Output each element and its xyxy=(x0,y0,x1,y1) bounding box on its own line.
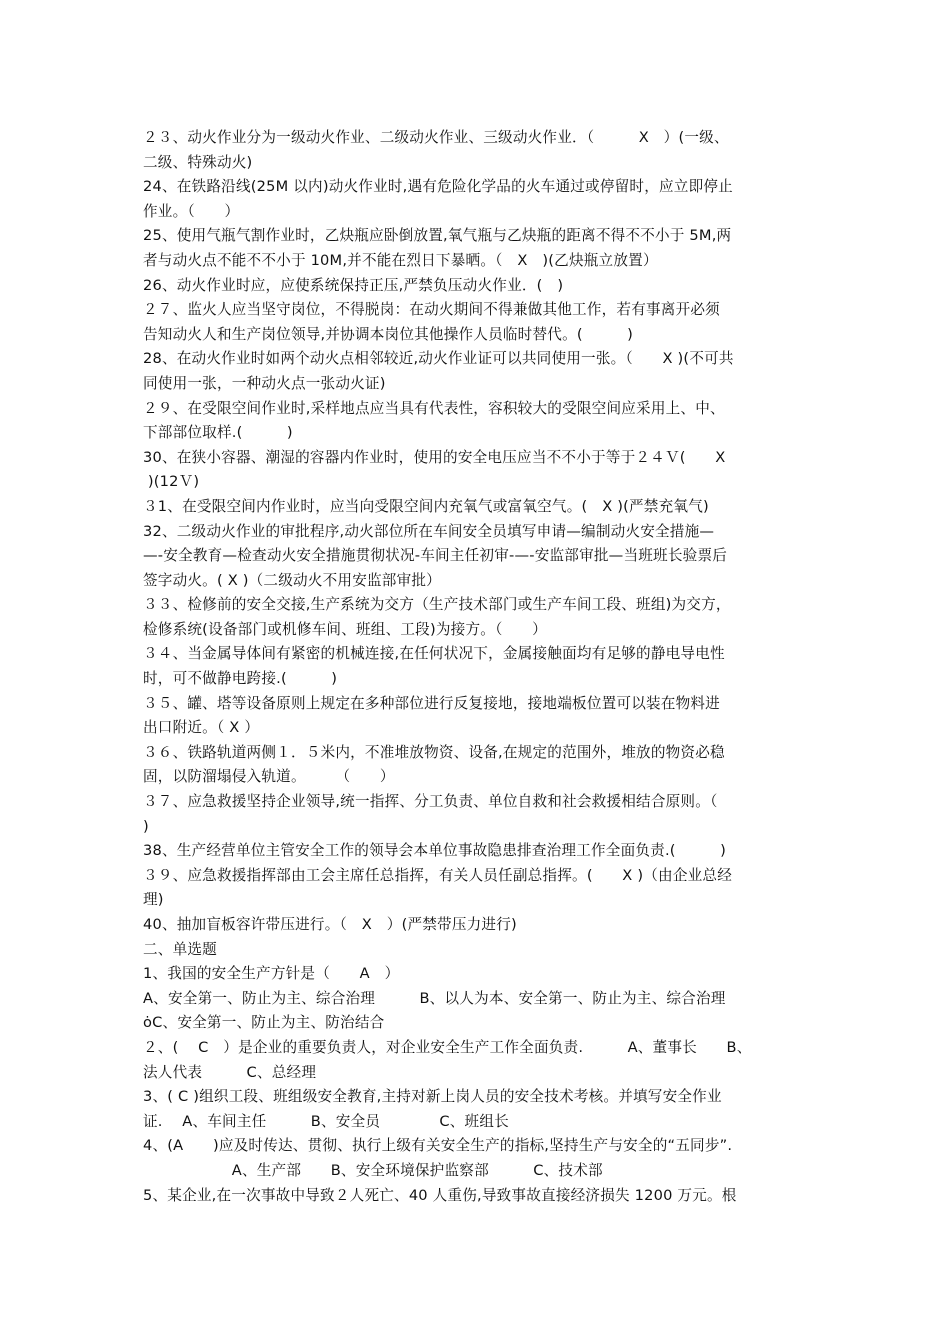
text-line: ３７、应急救援坚持企业领导,统一指挥、分工负责、单位自救和社会救援相结合原则。（ xyxy=(143,793,718,811)
text-line: 作业。（ ） xyxy=(143,202,240,220)
text-line: 24、在铁路沿线(25M 以内)动火作业时,遇有危险化学品的火车通过或停留时，应立即停止 xyxy=(143,178,733,196)
text-line: 证. A、车间主任 B、安全员 C、班组长 xyxy=(143,1112,509,1130)
text-line: 理) xyxy=(143,891,164,909)
text-line: 固，以防溜塌侵入轨道。 （ ） xyxy=(143,768,395,786)
text-line: 25、使用气瓶气割作业时，乙炔瓶应卧倒放置,氧气瓶与乙炔瓶的距离不得不不小于 5M,两 xyxy=(143,227,732,245)
text-line: A、生产部 B、安全环境保护监察部 C、技术部 xyxy=(143,1161,603,1179)
text-line: A、安全第一、防止为主、综合治理 B、以人为本、安全第一、防止为主、综合治理 xyxy=(143,989,726,1007)
text-line: ２９、在受限空间作业时,采样地点应当具有代表性，容积较大的受限空间应采用上、中、 xyxy=(143,399,725,417)
text-line: ３３、检修前的安全交接,生产系统为交方（生产技术部门或生产车间工段、班组)为交方， xyxy=(143,596,731,614)
text-line: 5、某企业,在一次事故中导致２人死亡、40 人重伤,导致事故直接经济损失 1200 万元。根 xyxy=(143,1186,737,1204)
text-line: )(12Ｖ) xyxy=(143,473,200,491)
text-line: ３９、应急救援指挥部由工会主席任总指挥，有关人员任副总指挥。( X )（由企业总经 xyxy=(143,866,732,884)
text-line: ２３、动火作业分为一级动火作业、二级动火作业、三级动火作业．（ X ）(一级、 xyxy=(143,129,729,146)
text-line: 1、我国的安全生产方针是（ A ） xyxy=(143,965,400,983)
text-line: 40、抽加盲板容许带压进行。（ X ）(严禁带压力进行) xyxy=(143,916,517,933)
text-line: 检修系统(设备部门或机修车间、班组、工段)为接方。（ ） xyxy=(143,620,547,638)
text-line: 30、在狭小容器、潮湿的容器内作业时，使用的安全电压应当不不小于等于２４Ｖ( X xyxy=(143,448,726,466)
text-line: 32、二级动火作业的审批程序,动火部位所在车间安全员填写申请—编制动火安全措施— xyxy=(143,522,715,540)
text-line: ３６、铁路轨道两侧１．５米内，不准堆放物资、设备,在规定的范围外，堆放的物资必稳 xyxy=(143,743,725,761)
text-line: 签字动火。( X )（二级动火不用安监部审批） xyxy=(143,571,441,589)
text-line: 告知动火人和生产岗位领导,并协调本岗位其他操作人员临时替代。( ) xyxy=(143,325,634,343)
text-line: ȯC、安全第一、防止为主、防治结合 xyxy=(143,1014,385,1032)
text-line: ３1、在受限空间内作业时，应当向受限空间内充氧气或富氧空气。( X )(严禁充氧气) xyxy=(143,497,709,515)
section-heading: 二、单选题 xyxy=(143,940,217,958)
text-line: ２７、监火人应当坚守岗位，不得脱岗：在动火期间不得兼做其他工作，若有事离开必须 xyxy=(143,301,720,319)
text-line: 者与动火点不能不不小于 10M,并不能在烈日下暴晒。（ X )(乙炔瓶立放置） xyxy=(143,251,658,269)
text-line: 同使用一张，一种动火点一张动火证) xyxy=(143,374,386,392)
text-line: 4、(A )应及时传达、贯彻、执行上级有关安全生产的指标,坚持生产与安全的“五同步”. xyxy=(143,1137,733,1155)
text-line: 3、( C )组织工段、班组级安全教育,主持对新上岗人员的安全技术考核。并填写安全作业 xyxy=(143,1088,722,1106)
text-line: 时，可不做静电跨接.( ) xyxy=(143,670,338,688)
text-line: —-安全教育—检查动火安全措施贯彻状况-车间主任初审-—-安监部审批—当班班长验票后 xyxy=(143,547,728,565)
text-line: ３４、当金属导体间有紧密的机械连接,在任何状况下，金属接触面均有足够的静电导电性 xyxy=(143,645,725,663)
text-line: ３５、罐、塔等设备原则上规定在多种部位进行反复接地，接地端板位置可以装在物料进 xyxy=(143,694,720,712)
text-line: 28、在动火作业时如两个动火点相邻较近,动火作业证可以共同使用一张。（ X )(不可共 xyxy=(143,350,734,368)
document-body xyxy=(143,126,813,1208)
text-line: 二级、特殊动火) xyxy=(143,153,253,171)
text-line: 38、生产经营单位主管安全工作的领导会本单位事故隐患排查治理工作全面负责.( ) xyxy=(143,842,726,860)
text-line: 26、动火作业时应，应使系统保持正压,严禁负压动火作业．( ) xyxy=(143,276,564,294)
text-line: 出口附近。（ X ） xyxy=(143,719,260,737)
text-line: 下部部位取样.( ) xyxy=(143,424,293,442)
text-line: 法人代表 C、总经理 xyxy=(143,1063,317,1081)
text-line: ２、( C ）是企业的重要负责人，对企业安全生产工作全面负责. A、董事长 B、 xyxy=(143,1038,752,1056)
text-line: ) xyxy=(143,817,149,835)
